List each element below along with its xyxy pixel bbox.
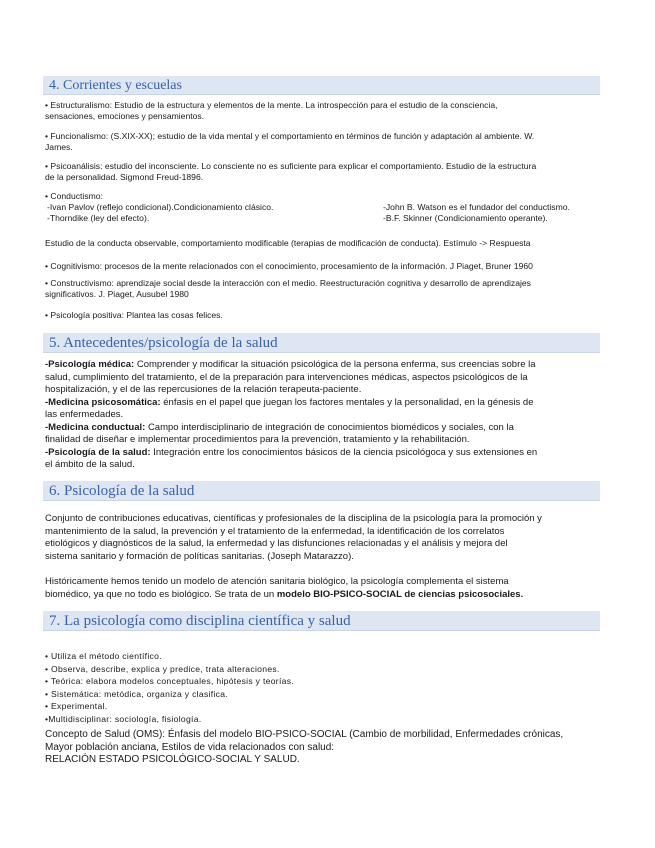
definicion-line-2: mantenimiento de la salud, la prevención y el tratamiento de la enfermedad, la identificación de los correlatos <box>45 525 505 537</box>
definicion-line-3: etiológicos y diagnósticos de la salud, la enfermedad y las disfunciones relacionadas y el análisis y mejora del <box>45 538 508 549</box>
psicoanalisis-text-2: de la personalidad. Sigmond Freud-1896. <box>45 172 204 182</box>
psicologia-medica-text-2: salud, cumplimiento del tratamiento, el de la preparación para intervenciones médicas, aspectos psicológicos de la <box>45 371 528 383</box>
psicologia-medica-text: Comprender y modificar la situación psicológica de la persona enferma, sus creencias sobre la <box>136 359 536 370</box>
watson-text: -John B. Watson es el fundador del conductismo. <box>383 202 570 212</box>
modelo-bps-bold: modelo BIO-PSICO-SOCIAL de ciencias psicosociales. <box>276 588 524 600</box>
psicoanalisis-text: estudio del inconsciente. Lo consciente no es suficiente para explicar el comportamiento. Estudio de la estructura <box>104 161 537 171</box>
psicologia-medica-label: -Psicología médica: <box>45 359 135 370</box>
section-5-header <box>43 333 600 353</box>
oms-paragraph <box>45 729 563 767</box>
estudio-conducta-text: Estudio de la conducta observable, comportamiento modificable (terapias de modificación de conducta). Estímulo -> Respuesta <box>45 238 531 248</box>
conductismo-item: • Conductismo: -Ivan Pavlov (reflejo condicional).Condicionamiento clásico. -Thorndike (ley del efecto). -John B. Watson es el fundador del conductismo. -B.F. Skinner (Condicionamiento operante). <box>45 191 570 223</box>
psicologia-salud-definicion <box>45 513 542 563</box>
section-6-title: 6. Psicología de la salud <box>49 483 195 499</box>
section-7-title: 7. La psicología como disciplina científica y salud <box>49 613 351 629</box>
cognitivismo-text: procesos de la mente relacionados con el conocimiento, procesamiento de la información. J Piaget, Bruner 1960 <box>104 261 533 271</box>
oms-line-3: RELACIÓN ESTADO PSICOLÓGICO-SOCIAL Y SALUD. <box>45 754 300 765</box>
oms-line-2: Mayor población anciana, Estilos de vida relacionados con salud: <box>45 741 335 753</box>
psicoanalisis-label: Psicoanálisis: <box>50 161 103 171</box>
conductual-text: Campo interdisciplinario de integración de conocimientos biomédicos y sociales, con la <box>147 421 514 433</box>
funcionalismo-label: Funcionalismo: <box>50 131 109 141</box>
antecedentes-block <box>45 359 537 472</box>
oms-line-1: Concepto de Salud (OMS): Énfasis del modelo BIO-PSICO-SOCIAL (Cambio de morbilidad, Enfermedades crónicas, <box>45 729 564 740</box>
positiva-label: Psicología positiva: <box>50 310 124 320</box>
estructuralismo-text-2: sensaciones, emociones y pensamientos. <box>45 111 205 121</box>
constructivismo-label: Constructivismo: <box>50 278 114 288</box>
psicologia-salud-text-2: el ámbito de la salud. <box>45 459 135 470</box>
list-item: • Utiliza el método científico. <box>45 651 162 661</box>
section-6-header <box>43 481 600 501</box>
estructuralismo-item: • Estructuralismo: Estudio de la estructura y elementos de la mente. La introspección para el estudio de la consciencia, sensaciones, emociones y pensamientos. <box>45 100 498 121</box>
pavlov-text: -Ivan Pavlov (reflejo condicional).Condicionamiento clásico. <box>47 202 274 212</box>
skinner-text: -B.F. Skinner (Condicionamiento operante). <box>383 213 548 223</box>
list-item: • Experimental. <box>45 701 108 711</box>
funcionalismo-text: (S.XIX-XX); estudio de la vida mental y el comportamiento en términos de función y adaptación al ambiente. W. <box>110 131 535 141</box>
conductual-label: -Medicina conductual: <box>45 421 146 433</box>
conductismo-label: Conductismo: <box>50 191 103 201</box>
section-7-header <box>43 611 600 631</box>
historicamente-paragraph <box>45 576 523 601</box>
psicosomatica-label: -Medicina psicosomática: <box>45 396 161 408</box>
definicion-line-4: sistema sanitario y formación de políticas sanitarias. (Joseph Matarazzo). <box>45 550 354 562</box>
psicologia-salud-label: -Psicología de la salud: <box>45 446 151 458</box>
section-4-header <box>43 76 600 95</box>
list-item: •Multidisciplinar: sociología, fisiología. <box>45 713 202 724</box>
positiva-text: Plantea las cosas felices. <box>126 310 223 320</box>
caracteristicas-list <box>45 650 294 725</box>
psicosomatica-text-2: las enfermedades. <box>45 409 124 420</box>
list-item: • Sistemática: metódica, organiza y clasifica. <box>45 688 229 699</box>
list-item: • Observa, describe, explica y predice, trata alteraciones. <box>45 663 280 674</box>
positiva-item: • Psicología positiva: Plantea las cosas felices. <box>45 310 223 320</box>
definicion-line-1: Conjunto de contribuciones educativas, científicas y profesionales de la disciplina de la psicología para la promoción y <box>45 513 542 524</box>
cognitivismo-label: Cognitivismo: <box>50 261 102 271</box>
cognitivismo-item: • Cognitivismo: procesos de la mente relacionados con el conocimiento, procesamiento de la información. J Piaget, Bruner 1960 <box>45 261 533 271</box>
estructuralismo-label: Estructuralismo: <box>50 100 113 110</box>
psicologia-medica-text-3: hospitalización, y el de las repercusiones de la relación terapeuta-paciente. <box>45 384 362 395</box>
list-item: • Teórica: elabora modelos conceptuales, hipótesis y teorías. <box>45 676 295 686</box>
historicamente-line-1: Históricamente hemos tenido un modelo de atención sanitaria biológico, la psicología complementa el sistema <box>45 576 509 587</box>
constructivismo-item: • Constructivismo: aprendizaje social desde la interacción con el medio. Reestructuración cognitiva y desarrollo de aprendizajes significativos. J. Piaget, Ausubel 1980 <box>45 278 531 299</box>
psicologia-salud-text: Integración entre los conocimientos básicos de la ciencia psicológoca y sus extensiones en <box>153 446 538 458</box>
psicosomatica-text: énfasis en el papel que juegan los factores mentales y la personalidad, en la génesis de <box>163 396 534 408</box>
constructivismo-text-2: significativos. J. Piaget, Ausubel 1980 <box>45 289 189 299</box>
funcionalismo-text-2: James. <box>45 142 73 152</box>
funcionalismo-item: • Funcionalismo: (S.XIX-XX); estudio de la vida mental y el comportamiento en términos de función y adaptación al ambiente. W. James. <box>45 131 535 152</box>
historicamente-line-2: biomédico, ya que no todo es biológico. Se trata de un <box>45 588 277 600</box>
section-5-title: 5. Antecedentes/psicología de la salud <box>49 335 278 351</box>
estructuralismo-text: Estudio de la estructura y elementos de la mente. La introspección para el estudio de la consciencia, <box>114 100 498 110</box>
psicoanalisis-item: • Psicoanálisis: estudio del inconsciente. Lo consciente no es suficiente para explicar el comportamiento. Estudio de la estructura de la personalidad. Sigmond Freud-1896. <box>45 161 537 182</box>
constructivismo-text: aprendizaje social desde la interacción con el medio. Reestructuración cognitiva y desarrollo de aprendizajes <box>116 278 531 288</box>
thorndike-text: -Thorndike (ley del efecto). <box>47 213 150 223</box>
section-4-title: 4. Corrientes y escuelas <box>49 78 182 93</box>
conductual-text-2: finalidad de diseñar e implementar procedimientos para la prevención, tratamiento y la rehabilitación. <box>45 434 470 445</box>
